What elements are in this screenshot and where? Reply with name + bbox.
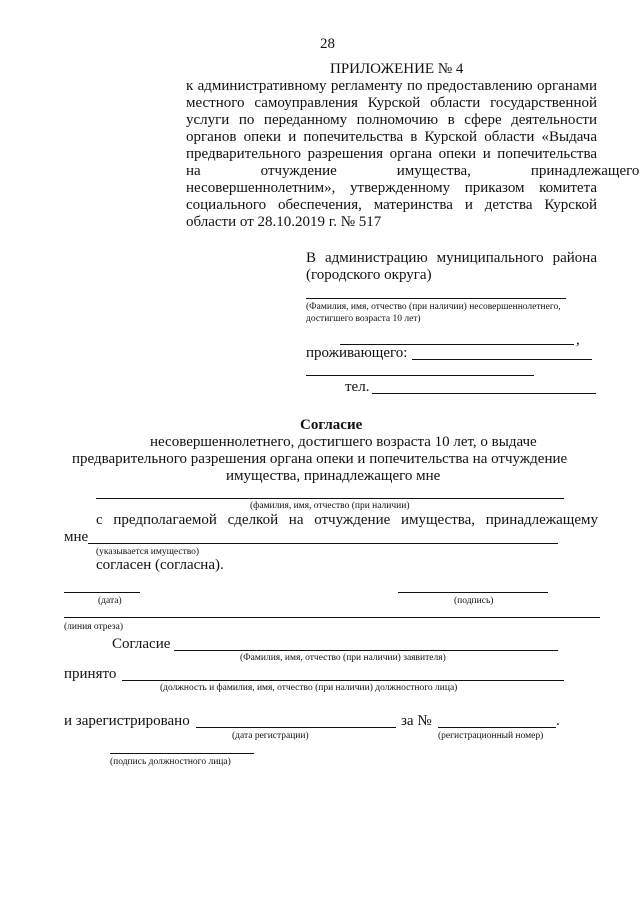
residing-label: проживающего:: [306, 345, 408, 361]
appendix-line: социального обеспечения, материнства и детства Курской: [186, 197, 597, 213]
registered-label: и зарегистрировано: [64, 713, 190, 729]
consent-subtitle-1: несовершеннолетнего, достигшего возраста 10 лет, о выдаче: [150, 434, 537, 450]
me-label: мне: [64, 529, 89, 545]
consent-subtitle-3: имущества, принадлежащего мне: [226, 468, 441, 484]
deal-text: с предполагаемой сделкой на отчуждение имущества, принадлежащему: [96, 512, 598, 528]
reg-number-line[interactable]: [438, 727, 556, 728]
tearoff-consent-label: Согласие: [112, 636, 171, 652]
cut-line: [64, 617, 600, 618]
appendix-title: ПРИЛОЖЕНИЕ № 4: [330, 61, 464, 77]
appendix-line: услуги по переданному полномочию в сфере деятельности: [186, 112, 597, 128]
applicant-hint: (Фамилия, имя, отчество (при наличии) заявителя): [240, 653, 446, 663]
official-signature-hint: (подпись должностного лица): [110, 757, 231, 767]
official-hint: (должность и фамилия, имя, отчество (при наличии) должностного лица): [160, 683, 458, 693]
appendix-line: к административному регламенту по предоставлению органами: [186, 78, 597, 94]
official-signature-line[interactable]: [110, 753, 254, 754]
signature-hint: (подпись): [454, 596, 494, 606]
agree-text: согласен (согласна).: [96, 557, 224, 573]
property-hint: (указывается имущество): [96, 547, 200, 557]
official-line[interactable]: [122, 680, 564, 681]
page-number: 28: [320, 36, 335, 52]
minor-fio-line[interactable]: [96, 498, 564, 499]
date-line[interactable]: [64, 592, 140, 593]
number-label: за №: [401, 713, 432, 729]
appendix-line: предварительного разрешения органа опеки и попечительства: [186, 146, 597, 162]
residing-line[interactable]: [412, 359, 592, 360]
appendix-line: области от 28.10.2019 г. № 517: [186, 214, 382, 230]
phone-line[interactable]: [372, 393, 596, 394]
appendix-line: на отчуждение имущества, принадлежащего: [186, 163, 640, 179]
comma: ,: [576, 332, 580, 348]
appendix-text: [186, 78, 640, 231]
date-hint: (дата): [98, 596, 122, 606]
accepted-label: принято: [64, 666, 117, 682]
minor-name-hint-2: достигшего возраста 10 лет): [306, 314, 421, 324]
period: .: [556, 713, 560, 729]
phone-label: тел.: [345, 379, 370, 395]
residing-line-2[interactable]: [306, 375, 534, 376]
addressee-line-1: В администрацию муниципального района: [306, 250, 597, 266]
signature-line[interactable]: [398, 592, 548, 593]
minor-name-hint: (Фамилия, имя, отчество (при наличии) несовершеннолетнего,: [306, 302, 561, 312]
property-line[interactable]: [88, 543, 558, 544]
consent-heading: Согласие: [300, 417, 363, 433]
cut-hint: (линия отреза): [64, 622, 124, 632]
reg-date-line[interactable]: [196, 727, 396, 728]
applicant-line[interactable]: [174, 650, 558, 651]
addressee-line-2: (городского округа): [306, 267, 432, 283]
reg-number-hint: (регистрационный номер): [438, 731, 544, 741]
appendix-line: местного самоуправления Курской области государственной: [186, 95, 597, 111]
reg-date-hint: (дата регистрации): [232, 731, 309, 741]
appendix-line: органов опеки и попечительства в Курской области «Выдача: [186, 129, 597, 145]
minor-name-line[interactable]: [306, 298, 566, 299]
minor-fio-hint: (фамилия, имя, отчество (при наличии): [250, 501, 410, 511]
appendix-line: несовершеннолетним», утвержденному приказом комитета: [186, 180, 597, 196]
consent-subtitle-2: предварительного разрешения органа опеки и попечительства на отчуждение: [72, 451, 568, 467]
